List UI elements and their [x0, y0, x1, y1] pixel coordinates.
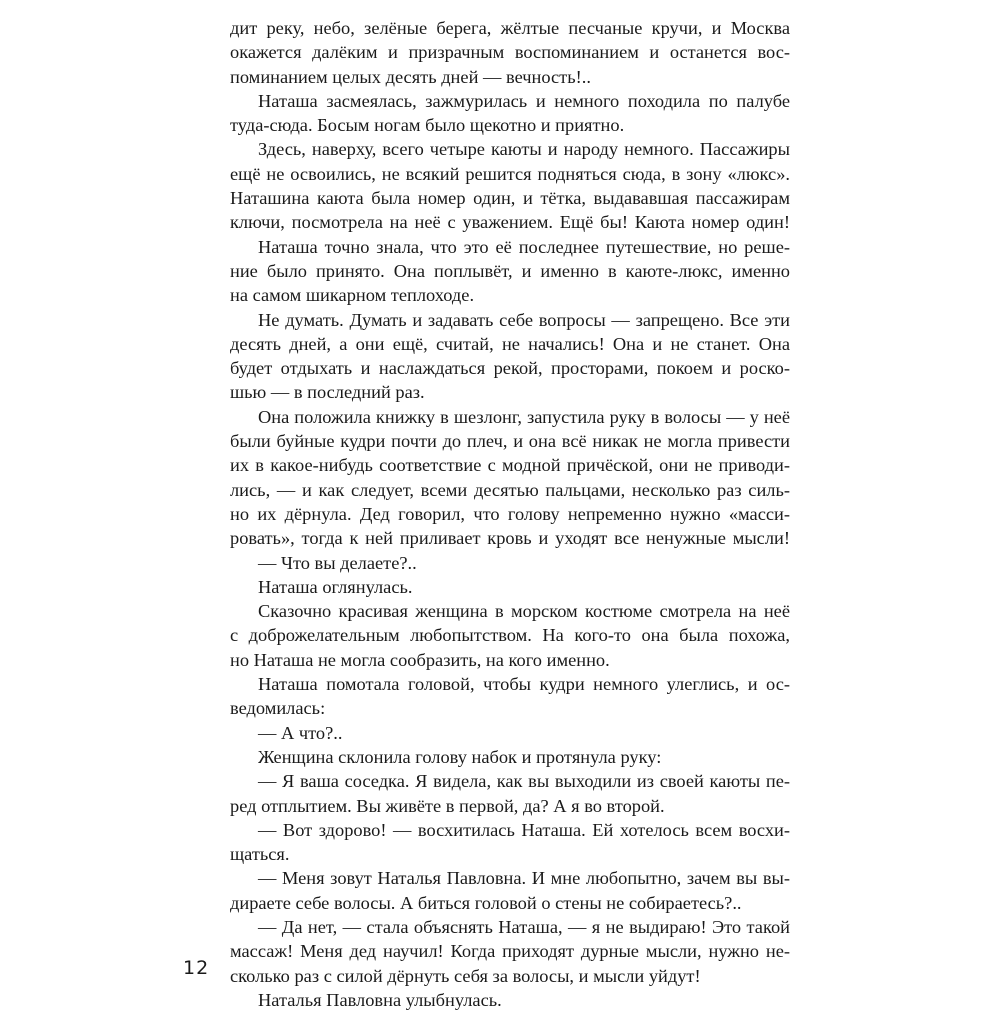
text-line: ключи, посмотрела на неё с уважением. Ещё бы! Каюта номер один! [230, 212, 790, 233]
text-line: массаж! Меня дед научил! Когда приходят дурные мысли, нужно не- [230, 941, 790, 962]
text-line: Наташа помотала головой, чтобы кудри немного улеглись, и ос- [258, 674, 790, 695]
text-line: сколько раз с силой дёрнуть себя за волосы, и мысли уйдут! [230, 965, 701, 986]
text-line: лись, — и как следует, всеми десятью пальцами, несколько раз силь- [230, 479, 790, 500]
text-line: — А что?.. [258, 722, 343, 743]
text-line: туда-сюда. Босым ногам было щекотно и приятно. [230, 115, 625, 136]
text-line: — Да нет, — стала объяснять Наташа, — я не выдираю! Это такой [258, 916, 790, 937]
text-line: будет отдыхать и наслаждаться рекой, просторами, покоем и роско- [230, 358, 790, 379]
text-line: Сказочно красивая женщина в морском костюме смотрела на неё [258, 601, 790, 622]
text-line: Не думать. Думать и задавать себе вопросы — запрещено. Все эти [258, 309, 790, 330]
text-line: ведомилась: [230, 698, 326, 719]
text-line: их в какое-нибудь соответствие с модной причёской, они не приводи- [230, 455, 790, 476]
text-line: — Что вы делаете?.. [258, 552, 417, 573]
text-line: ещё не освоились, не всякий решится подняться сюда, в зону «люкс». [230, 163, 790, 184]
page-number: 12 [183, 957, 210, 979]
text-line: поминанием целых десять дней — вечность!.. [230, 66, 591, 87]
text-line: ние было принято. Она поплывёт, и именно в каюте-люкс, именно [230, 260, 790, 281]
text-line: ровать», тогда к ней приливает кровь и уходят все ненужные мысли! [230, 528, 790, 549]
text-line: ред отплытием. Вы живёте в первой, да? А я во второй. [230, 795, 665, 816]
text-line: дит реку, небо, зелёные берега, жёлтые песчаные кручи, и Москва [230, 18, 790, 38]
text-line: — Я ваша соседка. Я видела, как вы выходили из своей каюты пе- [258, 771, 790, 792]
text-line: десять дней, а они ещё, считай, не начались! Она и не станет. Она [230, 333, 790, 354]
text-line: — Меня зовут Наталья Павловна. И мне любопытно, зачем вы вы- [258, 868, 790, 889]
text-line: Наташина каюта была номер один, и тётка, выдававшая пассажирам [230, 188, 790, 209]
text-line: Наташа точно знала, что это её последнее путешествие, но реше- [258, 236, 790, 257]
text-line: Женщина склонила голову набок и протянула руку: [258, 746, 662, 767]
text-line: — Вот здорово! — восхитилась Наташа. Ей хотелось всем восхи- [258, 819, 790, 840]
text-line: Она положила книжку в шезлонг, запустила руку в волосы — у неё [258, 406, 790, 427]
text-line: Наташа засмеялась, зажмурилась и немного походила по палубе [258, 90, 790, 111]
text-line: шью — в последний раз. [230, 382, 425, 403]
text-line: но их дёрнула. Дед говорил, что голову непременно нужно «масси- [230, 503, 790, 524]
text-line: дираете себе волосы. А биться головой о стены не собираетесь?.. [230, 892, 742, 913]
text-line: были буйные кудри почти до плеч, и она всё никак не могла привести [230, 431, 790, 452]
text-line: окажется далёким и призрачным воспоминанием и останется вос- [230, 42, 790, 63]
text-line: Здесь, наверху, всего четыре каюты и народу немного. Пассажиры [258, 139, 790, 160]
text-line: с доброжелательным любопытством. На кого-то она была похожа, [230, 625, 790, 646]
text-line: Наташа оглянулась. [258, 576, 413, 597]
text-line: щаться. [230, 844, 290, 865]
text-line: но Наташа не могла сообразить, на кого именно. [230, 649, 610, 670]
body-text [230, 16, 790, 1012]
text-line: Наталья Павловна улыбнулась. [258, 989, 502, 1010]
text-line: на самом шикарном теплоходе. [230, 285, 475, 306]
